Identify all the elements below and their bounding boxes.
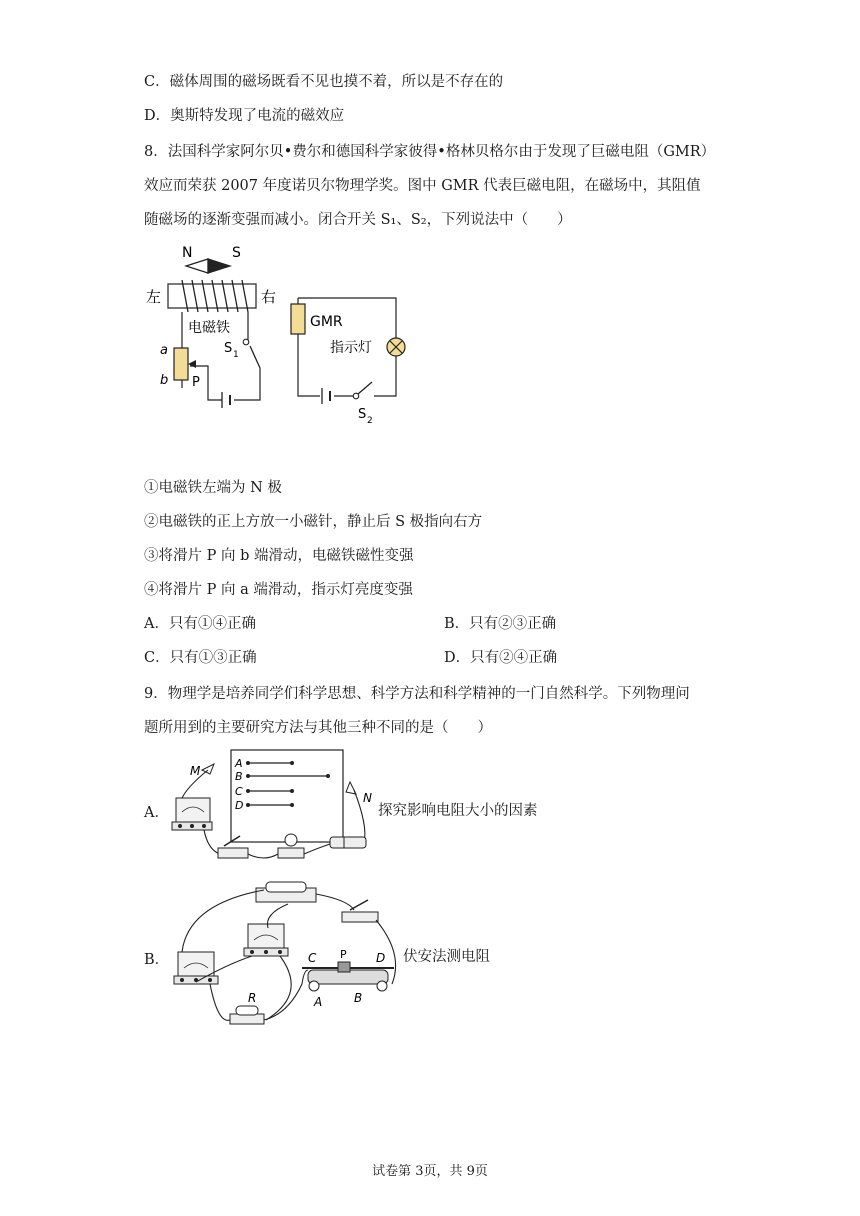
indicator-lamp-label: 指示灯 <box>330 340 372 356</box>
clip-m-label: M <box>190 764 201 778</box>
voltmeter <box>244 924 288 956</box>
switch-s2-label: S <box>358 407 367 422</box>
q8-option-c: C．只有①③正确 <box>144 650 257 666</box>
switch-s1-blade <box>250 346 260 368</box>
rheostat <box>174 348 188 380</box>
q8-option-d: D．只有②④正确 <box>444 650 558 666</box>
gmr-resistor <box>291 304 305 334</box>
rheostat-b-label: b <box>160 373 169 388</box>
q8-circuit-figure <box>140 240 420 425</box>
switch-s2-blade <box>358 382 372 394</box>
ammeter <box>172 798 212 830</box>
switch <box>342 900 378 922</box>
q9-option-b-label: B． <box>144 952 170 968</box>
rheostat-a-label: A <box>314 995 323 1009</box>
resistor-r-label: R <box>248 991 257 1005</box>
switch-s1-subscript: 1 <box>233 350 239 360</box>
q8-statement-4: ④将滑片 P 向 a 端滑动，指示灯亮度变强 <box>144 582 413 598</box>
q8-statement-3: ③将滑片 P 向 b 端滑动，电磁铁磁性变强 <box>144 548 414 564</box>
wire-d-label: D <box>235 799 244 812</box>
q8-stem-line3: 随磁场的逐渐变强而减小。闭合开关 S₁、S₂，下列说法中（ ） <box>144 212 572 228</box>
sliding-rheostat <box>302 962 394 991</box>
right-end-label: 右 <box>261 288 277 306</box>
needle-n-label: N <box>182 245 193 261</box>
q9-stem-line2: 题所用到的主要研究方法与其他三种不同的是（ ） <box>144 720 492 736</box>
q8-stem-line1: 8．法国科学家阿尔贝•费尔和德国科学家彼得•格林贝格尔由于发现了巨磁电阻（GMR） <box>144 144 716 160</box>
rheostat-d-label: D <box>376 951 386 965</box>
q8-statement-1: ①电磁铁左端为 N 极 <box>144 480 282 496</box>
q7-option-c: C．磁体周围的磁场既看不见也摸不着，所以是不存在的 <box>144 74 504 90</box>
compass-needle <box>186 259 230 273</box>
rheostat-c-label: C <box>308 951 317 965</box>
wire-b-label: B <box>235 770 243 783</box>
clip-n-label: N <box>363 791 372 805</box>
indicator-lamp <box>387 338 405 356</box>
clip-m <box>202 764 214 774</box>
q8-option-a: A．只有①④正确 <box>144 616 256 632</box>
ammeter <box>174 952 218 984</box>
battery-left <box>220 392 230 408</box>
q9-stem-line1: 9．物理学是培养同学们科学思想、科学方法和科学精神的一门自然科学。下列物理问 <box>144 686 690 702</box>
q7-option-d: D．奥斯特发现了电流的磁效应 <box>144 108 345 124</box>
rheostat-a-label: a <box>160 343 168 358</box>
q8-stem-line2: 效应而荣获 2007 年度诺贝尔物理学奖。图中 GMR 代表巨磁电阻，在磁场中，其阻值 <box>144 178 701 194</box>
battery <box>256 882 316 902</box>
slider-p-label: P <box>192 375 200 390</box>
q8-option-b: B．只有②③正确 <box>444 616 557 632</box>
q9-option-b-text: 伏安法测电阻 <box>403 949 490 965</box>
battery <box>330 837 366 848</box>
q9-option-a-text: 探究影响电阻大小的因素 <box>378 803 538 819</box>
gmr-label: GMR <box>310 314 343 330</box>
needle-s-label: S <box>232 245 241 261</box>
switch-s1-label: S <box>224 341 233 356</box>
page-footer: 试卷第 3页，共 9页 <box>372 1164 488 1179</box>
electromagnet-label: 电磁铁 <box>188 320 230 336</box>
rheostat-b-label: B <box>354 991 363 1005</box>
switch-s2-contact <box>353 393 359 399</box>
rheostat-p-label: P <box>340 948 347 961</box>
q9-option-a-label: A． <box>144 805 169 821</box>
battery-right <box>322 388 330 404</box>
resistor-r <box>230 1006 264 1024</box>
q8-statement-2: ②电磁铁的正上方放一小磁针，静止后 S 极指向右方 <box>144 514 483 530</box>
switch-s1-contact <box>243 339 249 345</box>
wire-a-label: A <box>235 757 243 770</box>
q9-option-a-figure <box>168 746 378 868</box>
left-end-label: 左 <box>146 288 162 306</box>
switch-s2-subscript: 2 <box>367 416 373 425</box>
q9-option-b-figure <box>168 874 400 1034</box>
wire-c-label: C <box>235 785 243 798</box>
rheostat-slider-arrow <box>188 360 196 368</box>
